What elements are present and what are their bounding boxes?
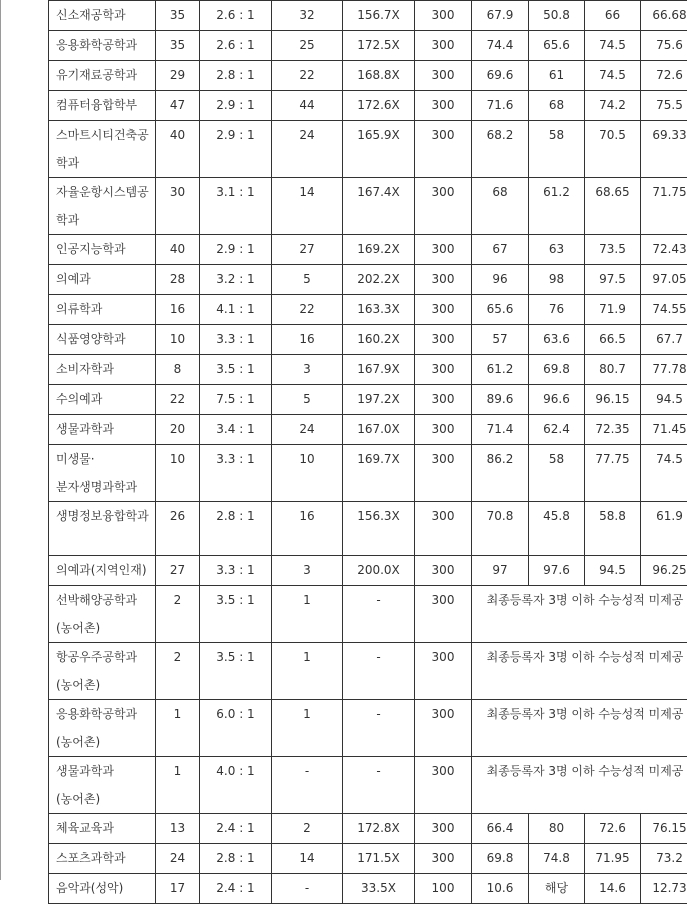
value-cell: 58 [529, 445, 585, 502]
value-cell: 167.0X [343, 415, 415, 445]
department-name-cell: 생명정보융합학과 [49, 502, 156, 556]
value-cell: 167.4X [343, 178, 415, 235]
value-cell: 168.8X [343, 61, 415, 91]
value-cell: 300 [415, 415, 472, 445]
department-name-cell: 수의예과 [49, 385, 156, 415]
value-cell: 74.5 [585, 31, 641, 61]
table-row [49, 31, 687, 61]
value-cell: 72.6 [585, 814, 641, 844]
value-cell: 300 [415, 325, 472, 355]
value-cell: 40 [156, 235, 200, 265]
value-cell: 10 [156, 325, 200, 355]
value-cell: 2.4 : 1 [200, 814, 272, 844]
value-cell: 3.3 : 1 [200, 325, 272, 355]
value-cell: 89.6 [472, 385, 529, 415]
value-cell: 22 [156, 385, 200, 415]
table-row [49, 874, 687, 904]
score-not-provided-note: 최종등록자 3명 이하 수능성적 미제공 [472, 643, 687, 700]
value-cell: 3.2 : 1 [200, 265, 272, 295]
value-cell: 40 [156, 121, 200, 178]
value-cell: 8 [156, 355, 200, 385]
value-cell: 24 [156, 844, 200, 874]
value-cell: 3.5 : 1 [200, 586, 272, 643]
value-cell: 171.5X [343, 844, 415, 874]
value-cell: 61.2 [472, 355, 529, 385]
value-cell: 61 [529, 61, 585, 91]
value-cell: 1 [272, 700, 343, 757]
value-cell: 7.5 : 1 [200, 385, 272, 415]
value-cell: 73.2 [641, 844, 687, 874]
value-cell: 35 [156, 1, 200, 31]
value-cell: 3.3 : 1 [200, 445, 272, 502]
value-cell: 68.65 [585, 178, 641, 235]
value-cell: 13 [156, 814, 200, 844]
table-row [49, 61, 687, 91]
value-cell: 197.2X [343, 385, 415, 415]
value-cell: 10 [272, 445, 343, 502]
value-cell: 2.9 : 1 [200, 91, 272, 121]
value-cell: 300 [415, 445, 472, 502]
value-cell: 97.5 [585, 265, 641, 295]
value-cell: 6.0 : 1 [200, 700, 272, 757]
value-cell: 73.5 [585, 235, 641, 265]
value-cell: 69.6 [472, 61, 529, 91]
value-cell: 30 [156, 178, 200, 235]
left-border-line [0, 0, 1, 880]
value-cell: 12.73 [641, 874, 687, 904]
value-cell: 74.8 [529, 844, 585, 874]
value-cell: 61.2 [529, 178, 585, 235]
value-cell: 50.8 [529, 1, 585, 31]
value-cell: 300 [415, 700, 472, 757]
value-cell: 45.8 [529, 502, 585, 556]
value-cell: - [343, 757, 415, 814]
value-cell: 57 [472, 325, 529, 355]
value-cell: 14 [272, 844, 343, 874]
value-cell: 97.05 [641, 265, 687, 295]
value-cell: 14.6 [585, 874, 641, 904]
table-row [49, 814, 687, 844]
value-cell: 5 [272, 265, 343, 295]
value-cell: 4.0 : 1 [200, 757, 272, 814]
table-row [49, 121, 687, 178]
value-cell: 300 [415, 355, 472, 385]
table-body [49, 1, 687, 904]
value-cell: 169.7X [343, 445, 415, 502]
value-cell: - [343, 643, 415, 700]
value-cell: 300 [415, 814, 472, 844]
value-cell: 2 [156, 643, 200, 700]
value-cell: 68 [472, 178, 529, 235]
value-cell: 5 [272, 385, 343, 415]
value-cell: 1 [272, 643, 343, 700]
value-cell: 22 [272, 61, 343, 91]
department-name-cell: 체육교육과 [49, 814, 156, 844]
value-cell: 67.7 [641, 325, 687, 355]
value-cell: 172.6X [343, 91, 415, 121]
table-row [49, 445, 687, 502]
department-name-cell: 응용화학공학과(농어촌) [49, 700, 156, 757]
value-cell: 71.45 [641, 415, 687, 445]
value-cell: 29 [156, 61, 200, 91]
table-row [49, 586, 687, 643]
value-cell: 2.9 : 1 [200, 235, 272, 265]
value-cell: 300 [415, 265, 472, 295]
value-cell: 2.8 : 1 [200, 844, 272, 874]
value-cell: 2.6 : 1 [200, 1, 272, 31]
value-cell: 1 [272, 586, 343, 643]
value-cell: 2.6 : 1 [200, 31, 272, 61]
value-cell: 71.6 [472, 91, 529, 121]
value-cell: 1 [156, 700, 200, 757]
value-cell: 2.4 : 1 [200, 874, 272, 904]
value-cell: 156.3X [343, 502, 415, 556]
department-name-cell: 컴퓨터융합학부 [49, 91, 156, 121]
value-cell: 3.5 : 1 [200, 643, 272, 700]
department-name-cell: 신소재공학과 [49, 1, 156, 31]
value-cell: 61.9 [641, 502, 687, 556]
value-cell: 96 [472, 265, 529, 295]
value-cell: 25 [272, 31, 343, 61]
table-row [49, 265, 687, 295]
value-cell: 71.75 [641, 178, 687, 235]
value-cell: 72.43 [641, 235, 687, 265]
value-cell: 86.2 [472, 445, 529, 502]
value-cell: 47 [156, 91, 200, 121]
department-name-cell: 의류학과 [49, 295, 156, 325]
value-cell: 24 [272, 415, 343, 445]
value-cell: 163.3X [343, 295, 415, 325]
value-cell: - [272, 874, 343, 904]
value-cell: 3 [272, 556, 343, 586]
value-cell: 300 [415, 643, 472, 700]
value-cell: 75.5 [641, 91, 687, 121]
value-cell: 22 [272, 295, 343, 325]
value-cell: 65.6 [529, 31, 585, 61]
table-row [49, 415, 687, 445]
value-cell: 300 [415, 556, 472, 586]
value-cell: 26 [156, 502, 200, 556]
value-cell: 3.1 : 1 [200, 178, 272, 235]
value-cell: 300 [415, 121, 472, 178]
value-cell: 32 [272, 1, 343, 31]
table-row [49, 178, 687, 235]
value-cell: 44 [272, 91, 343, 121]
value-cell: 300 [415, 586, 472, 643]
value-cell: 76.15 [641, 814, 687, 844]
value-cell: 해당 [529, 874, 585, 904]
value-cell: 94.5 [585, 556, 641, 586]
value-cell: 76 [529, 295, 585, 325]
value-cell: 97.6 [529, 556, 585, 586]
value-cell: 72.6 [641, 61, 687, 91]
value-cell: 74.2 [585, 91, 641, 121]
department-name-cell: 의예과 [49, 265, 156, 295]
value-cell: 58.8 [585, 502, 641, 556]
value-cell: 94.5 [641, 385, 687, 415]
value-cell: 14 [272, 178, 343, 235]
value-cell: 68 [529, 91, 585, 121]
value-cell: 65.6 [472, 295, 529, 325]
value-cell: 67.9 [472, 1, 529, 31]
value-cell: 33.5X [343, 874, 415, 904]
value-cell: 74.55 [641, 295, 687, 325]
value-cell: 74.5 [585, 61, 641, 91]
value-cell: 80.7 [585, 355, 641, 385]
value-cell: 100 [415, 874, 472, 904]
value-cell: - [343, 700, 415, 757]
admission-results-table [48, 0, 687, 904]
value-cell: 98 [529, 265, 585, 295]
value-cell: 69.8 [529, 355, 585, 385]
department-name-cell: 인공지능학과 [49, 235, 156, 265]
value-cell: 16 [156, 295, 200, 325]
value-cell: 10.6 [472, 874, 529, 904]
value-cell: 2 [156, 586, 200, 643]
value-cell: 66.68 [641, 1, 687, 31]
value-cell: 2.8 : 1 [200, 61, 272, 91]
department-name-cell: 자율운항시스템공학과 [49, 178, 156, 235]
value-cell: 300 [415, 844, 472, 874]
value-cell: 3.3 : 1 [200, 556, 272, 586]
value-cell: 62.4 [529, 415, 585, 445]
value-cell: 72.35 [585, 415, 641, 445]
score-not-provided-note: 최종등록자 3명 이하 수능성적 미제공 [472, 586, 687, 643]
value-cell: 17 [156, 874, 200, 904]
value-cell: 66.4 [472, 814, 529, 844]
value-cell: 63.6 [529, 325, 585, 355]
value-cell: 97 [472, 556, 529, 586]
table-row [49, 235, 687, 265]
table-row [49, 295, 687, 325]
value-cell: 300 [415, 502, 472, 556]
table-row [49, 556, 687, 586]
table-row [49, 385, 687, 415]
department-name-cell: 스포츠과학과 [49, 844, 156, 874]
value-cell: 300 [415, 61, 472, 91]
value-cell: 71.4 [472, 415, 529, 445]
value-cell: 58 [529, 121, 585, 178]
table-row [49, 355, 687, 385]
value-cell: 16 [272, 325, 343, 355]
department-name-cell: 항공우주공학과(농어촌) [49, 643, 156, 700]
value-cell: 74.5 [641, 445, 687, 502]
value-cell: 96.6 [529, 385, 585, 415]
table-row [49, 757, 687, 814]
value-cell: 165.9X [343, 121, 415, 178]
value-cell: 200.0X [343, 556, 415, 586]
table-row [49, 844, 687, 874]
value-cell: 10 [156, 445, 200, 502]
value-cell: 300 [415, 1, 472, 31]
value-cell: 67 [472, 235, 529, 265]
value-cell: 68.2 [472, 121, 529, 178]
value-cell: 66.5 [585, 325, 641, 355]
value-cell: 202.2X [343, 265, 415, 295]
value-cell: 156.7X [343, 1, 415, 31]
table-row [49, 1, 687, 31]
score-not-provided-note: 최종등록자 3명 이하 수능성적 미제공 [472, 700, 687, 757]
value-cell: 2.9 : 1 [200, 121, 272, 178]
value-cell: 71.95 [585, 844, 641, 874]
department-name-cell: 식품영양학과 [49, 325, 156, 355]
value-cell: 16 [272, 502, 343, 556]
value-cell: 4.1 : 1 [200, 295, 272, 325]
table-row [49, 502, 687, 556]
value-cell: 3.4 : 1 [200, 415, 272, 445]
value-cell: 69.8 [472, 844, 529, 874]
value-cell: 169.2X [343, 235, 415, 265]
value-cell: 1 [156, 757, 200, 814]
value-cell: 20 [156, 415, 200, 445]
value-cell: - [272, 757, 343, 814]
value-cell: 77.75 [585, 445, 641, 502]
value-cell: 96.15 [585, 385, 641, 415]
value-cell: 63 [529, 235, 585, 265]
department-name-cell: 유기재료공학과 [49, 61, 156, 91]
value-cell: 27 [156, 556, 200, 586]
table-row [49, 643, 687, 700]
value-cell: 27 [272, 235, 343, 265]
value-cell: 96.25 [641, 556, 687, 586]
department-name-cell: 미생물·분자생명과학과 [49, 445, 156, 502]
value-cell: 24 [272, 121, 343, 178]
value-cell: 70.8 [472, 502, 529, 556]
department-name-cell: 음악과(성악) [49, 874, 156, 904]
value-cell: 2 [272, 814, 343, 844]
table-row [49, 325, 687, 355]
value-cell: 74.4 [472, 31, 529, 61]
value-cell: 71.9 [585, 295, 641, 325]
value-cell: 2.8 : 1 [200, 502, 272, 556]
department-name-cell: 생물과학과(농어촌) [49, 757, 156, 814]
department-name-cell: 선박해양공학과(농어촌) [49, 586, 156, 643]
value-cell: 300 [415, 295, 472, 325]
table-row [49, 91, 687, 121]
value-cell: 300 [415, 757, 472, 814]
value-cell: 160.2X [343, 325, 415, 355]
value-cell: 3 [272, 355, 343, 385]
value-cell: 172.8X [343, 814, 415, 844]
value-cell: 77.78 [641, 355, 687, 385]
department-name-cell: 소비자학과 [49, 355, 156, 385]
value-cell: 35 [156, 31, 200, 61]
value-cell: 66 [585, 1, 641, 31]
value-cell: 80 [529, 814, 585, 844]
value-cell: 167.9X [343, 355, 415, 385]
department-name-cell: 생물과학과 [49, 415, 156, 445]
department-name-cell: 응용화학공학과 [49, 31, 156, 61]
value-cell: 172.5X [343, 31, 415, 61]
value-cell: 300 [415, 178, 472, 235]
value-cell: 70.5 [585, 121, 641, 178]
value-cell: 300 [415, 91, 472, 121]
value-cell: 28 [156, 265, 200, 295]
value-cell: - [343, 586, 415, 643]
score-not-provided-note: 최종등록자 3명 이하 수능성적 미제공 [472, 757, 687, 814]
value-cell: 75.6 [641, 31, 687, 61]
value-cell: 69.33 [641, 121, 687, 178]
table-row [49, 700, 687, 757]
department-name-cell: 의예과(지역인재) [49, 556, 156, 586]
value-cell: 300 [415, 31, 472, 61]
value-cell: 300 [415, 385, 472, 415]
value-cell: 3.5 : 1 [200, 355, 272, 385]
department-name-cell: 스마트시티건축공학과 [49, 121, 156, 178]
value-cell: 300 [415, 235, 472, 265]
